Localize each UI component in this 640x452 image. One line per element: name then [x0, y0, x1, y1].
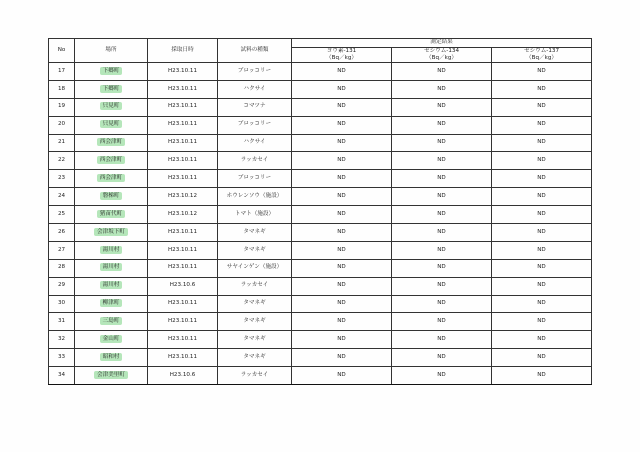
cell-iodine-131: ND: [292, 152, 392, 170]
cell-iodine-131: ND: [292, 170, 392, 188]
cell-sample: ラッカセイ: [218, 152, 292, 170]
cell-sample: コマツナ: [218, 98, 292, 116]
location-highlight: 会津坂下町: [94, 228, 128, 236]
table-row: [49, 259, 592, 277]
cell-cesium-137: ND: [492, 152, 592, 170]
cell-cesium-134: ND: [392, 206, 492, 224]
table-row: [49, 367, 592, 385]
cell-location: [75, 134, 148, 152]
cell-cesium-137: ND: [492, 224, 592, 242]
cell-iodine-131: ND: [292, 134, 392, 152]
table-row: [49, 277, 592, 295]
cell-no: 17: [49, 63, 75, 81]
cell-sample: ハクサイ: [218, 134, 292, 152]
location-highlight: 西会津町: [97, 138, 125, 146]
cell-sample: タマネギ: [218, 313, 292, 331]
cell-iodine-131: ND: [292, 313, 392, 331]
cell-location: [75, 116, 148, 134]
cell-no: 32: [49, 331, 75, 349]
cell-sample: ブロッコリー: [218, 63, 292, 81]
cell-date: H23.10.11: [148, 295, 218, 313]
location-highlight: 金山町: [100, 335, 123, 343]
cell-date: H23.10.6: [148, 367, 218, 385]
header-iodine-131: [292, 48, 392, 63]
header-sample: 試料の種類: [218, 39, 292, 63]
cell-iodine-131: ND: [292, 206, 392, 224]
header-cesium-137: [492, 48, 592, 63]
location-highlight: 只見町: [100, 102, 123, 110]
cell-no: 31: [49, 313, 75, 331]
cell-date: H23.10.11: [148, 331, 218, 349]
header-cs134-unit: （Bq／kg）: [426, 54, 457, 61]
location-highlight: 西会津町: [97, 174, 125, 182]
location-highlight: 会津美里町: [94, 371, 128, 379]
cell-cesium-137: ND: [492, 98, 592, 116]
cell-cesium-137: ND: [492, 188, 592, 206]
location-highlight: 下郷町: [100, 67, 123, 75]
cell-sample: ブロッコリー: [218, 116, 292, 134]
header-iodine-unit: （Bq／kg）: [326, 54, 357, 61]
cell-sample: ラッカセイ: [218, 367, 292, 385]
cell-no: 28: [49, 259, 75, 277]
location-highlight: 西会津町: [97, 156, 125, 164]
table-body: [49, 63, 592, 385]
table-header: [49, 39, 592, 63]
cell-date: H23.10.11: [148, 241, 218, 259]
location-highlight: 柳津町: [100, 299, 123, 307]
cell-cesium-137: ND: [492, 295, 592, 313]
cell-location: [75, 349, 148, 367]
table-row: [49, 313, 592, 331]
cell-location: [75, 224, 148, 242]
cell-date: H23.10.11: [148, 152, 218, 170]
cell-location: [75, 277, 148, 295]
cell-no: 27: [49, 241, 75, 259]
cell-cesium-137: ND: [492, 170, 592, 188]
cell-iodine-131: ND: [292, 349, 392, 367]
cell-iodine-131: ND: [292, 116, 392, 134]
cell-cesium-137: ND: [492, 313, 592, 331]
cell-date: H23.10.11: [148, 259, 218, 277]
cell-cesium-137: ND: [492, 259, 592, 277]
cell-location: [75, 313, 148, 331]
cell-location: [75, 80, 148, 98]
cell-no: 25: [49, 206, 75, 224]
cell-cesium-134: ND: [392, 295, 492, 313]
cell-sample: タマネギ: [218, 349, 292, 367]
cell-cesium-137: ND: [492, 241, 592, 259]
cell-cesium-134: ND: [392, 152, 492, 170]
table-row: [49, 152, 592, 170]
cell-iodine-131: ND: [292, 98, 392, 116]
cell-date: H23.10.11: [148, 63, 218, 81]
cell-iodine-131: ND: [292, 259, 392, 277]
cell-no: 23: [49, 170, 75, 188]
cell-cesium-134: ND: [392, 349, 492, 367]
header-cs137-unit: （Bq／kg）: [526, 54, 557, 61]
cell-sample: タマネギ: [218, 295, 292, 313]
cell-cesium-137: ND: [492, 63, 592, 81]
cell-location: [75, 63, 148, 81]
cell-cesium-134: ND: [392, 224, 492, 242]
cell-location: [75, 295, 148, 313]
cell-cesium-134: ND: [392, 331, 492, 349]
cell-date: H23.10.11: [148, 116, 218, 134]
cell-cesium-137: ND: [492, 116, 592, 134]
cell-location: [75, 241, 148, 259]
cell-date: H23.10.11: [148, 313, 218, 331]
cell-iodine-131: ND: [292, 331, 392, 349]
location-highlight: 下郷町: [100, 85, 123, 93]
cell-date: H23.10.6: [148, 277, 218, 295]
cell-cesium-134: ND: [392, 134, 492, 152]
location-highlight: 猪苗代町: [97, 210, 125, 218]
cell-sample: ホウレンソウ（施設）: [218, 188, 292, 206]
location-highlight: 磐梯町: [100, 192, 123, 200]
cell-no: 34: [49, 367, 75, 385]
cell-date: H23.10.12: [148, 188, 218, 206]
cell-no: 26: [49, 224, 75, 242]
cell-iodine-131: ND: [292, 277, 392, 295]
cell-location: [75, 152, 148, 170]
location-highlight: 昭和村: [100, 353, 123, 361]
location-highlight: 只見町: [100, 120, 123, 128]
cell-date: H23.10.12: [148, 206, 218, 224]
table-row: [49, 224, 592, 242]
cell-no: 19: [49, 98, 75, 116]
cell-no: 18: [49, 80, 75, 98]
cell-date: H23.10.11: [148, 98, 218, 116]
cell-no: 22: [49, 152, 75, 170]
cell-cesium-134: ND: [392, 313, 492, 331]
cell-iodine-131: ND: [292, 367, 392, 385]
table-row: [49, 63, 592, 81]
table-row: [49, 349, 592, 367]
cell-location: [75, 170, 148, 188]
table-row: [49, 206, 592, 224]
header-iodine-label: ヨウ素-131: [326, 47, 357, 54]
cell-location: [75, 259, 148, 277]
cell-cesium-137: ND: [492, 331, 592, 349]
cell-cesium-134: ND: [392, 259, 492, 277]
cell-iodine-131: ND: [292, 295, 392, 313]
cell-date: H23.10.11: [148, 134, 218, 152]
cell-cesium-134: ND: [392, 367, 492, 385]
cell-no: 24: [49, 188, 75, 206]
cell-location: [75, 331, 148, 349]
cell-cesium-134: ND: [392, 188, 492, 206]
table-row: [49, 170, 592, 188]
cell-date: H23.10.11: [148, 80, 218, 98]
cell-no: 29: [49, 277, 75, 295]
cell-cesium-134: ND: [392, 63, 492, 81]
cell-date: H23.10.11: [148, 170, 218, 188]
cell-sample: タマネギ: [218, 241, 292, 259]
cell-no: 33: [49, 349, 75, 367]
cell-sample: トマト（施設）: [218, 206, 292, 224]
header-cs134-label: セシウム-134: [423, 47, 459, 54]
cell-iodine-131: ND: [292, 224, 392, 242]
cell-no: 20: [49, 116, 75, 134]
cell-cesium-137: ND: [492, 277, 592, 295]
cell-sample: ラッカセイ: [218, 277, 292, 295]
cell-iodine-131: ND: [292, 188, 392, 206]
cell-cesium-134: ND: [392, 116, 492, 134]
table-row: [49, 295, 592, 313]
cell-sample: ブロッコリー: [218, 170, 292, 188]
location-highlight: 三島町: [100, 317, 123, 325]
cell-sample: タマネギ: [218, 331, 292, 349]
cell-iodine-131: ND: [292, 80, 392, 98]
location-highlight: 湯川村: [100, 246, 123, 254]
location-highlight: 湯川村: [100, 263, 123, 271]
cell-sample: サヤインゲン（施設）: [218, 259, 292, 277]
location-highlight: 湯川村: [100, 281, 123, 289]
cell-location: [75, 98, 148, 116]
cell-location: [75, 188, 148, 206]
cell-sample: ハクサイ: [218, 80, 292, 98]
cell-date: H23.10.11: [148, 349, 218, 367]
results-table: [48, 38, 592, 385]
cell-cesium-134: ND: [392, 170, 492, 188]
header-date: 採取日時: [148, 39, 218, 63]
cell-no: 30: [49, 295, 75, 313]
cell-cesium-137: ND: [492, 349, 592, 367]
header-cs137-label: セシウム-137: [523, 47, 559, 54]
header-location: 場所: [75, 39, 148, 63]
cell-cesium-134: ND: [392, 277, 492, 295]
cell-location: [75, 206, 148, 224]
cell-cesium-137: ND: [492, 206, 592, 224]
table-row: [49, 80, 592, 98]
cell-cesium-137: ND: [492, 80, 592, 98]
table-row: [49, 116, 592, 134]
table-row: [49, 241, 592, 259]
cell-cesium-134: ND: [392, 98, 492, 116]
header-no: No: [49, 39, 75, 63]
table-row: [49, 134, 592, 152]
cell-location: [75, 367, 148, 385]
cell-iodine-131: ND: [292, 63, 392, 81]
cell-iodine-131: ND: [292, 241, 392, 259]
header-results: 測定結果: [292, 39, 592, 48]
table-row: [49, 331, 592, 349]
cell-date: H23.10.11: [148, 224, 218, 242]
cell-sample: タマネギ: [218, 224, 292, 242]
cell-cesium-134: ND: [392, 241, 492, 259]
cell-no: 21: [49, 134, 75, 152]
header-cesium-134: [392, 48, 492, 63]
cell-cesium-137: ND: [492, 134, 592, 152]
cell-cesium-137: ND: [492, 367, 592, 385]
table-row: [49, 98, 592, 116]
cell-cesium-134: ND: [392, 80, 492, 98]
table-row: [49, 188, 592, 206]
